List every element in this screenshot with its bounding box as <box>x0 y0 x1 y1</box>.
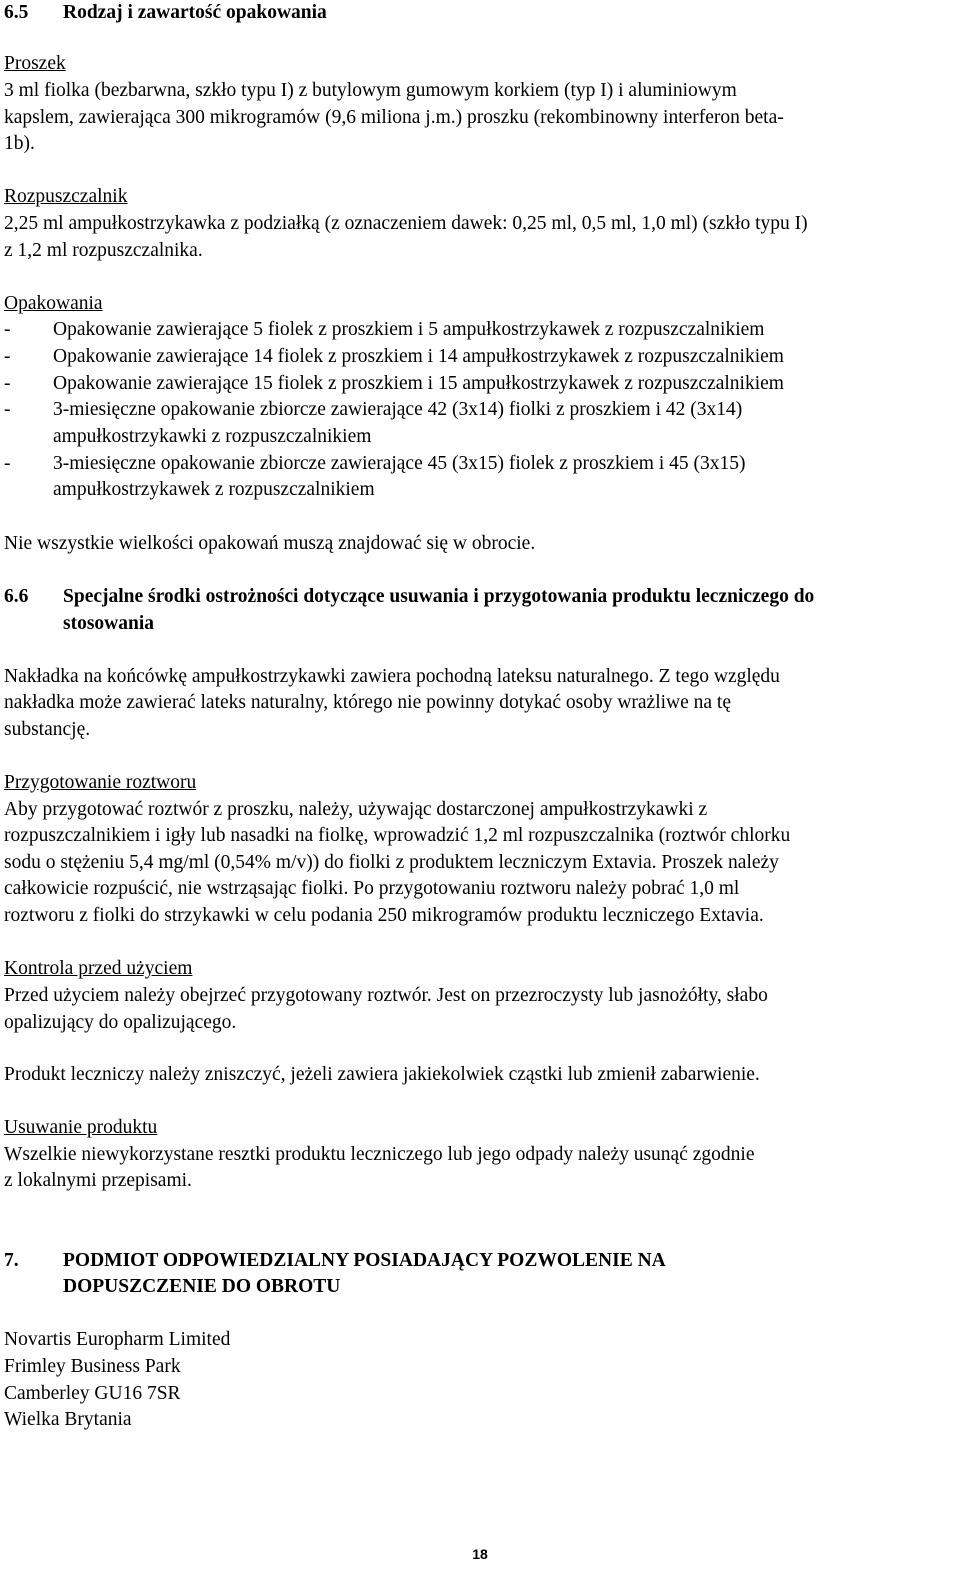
list-item-continuation: ampułkostrzykawek z rozpuszczalnikiem <box>53 479 375 500</box>
list-bullet: - <box>4 346 11 367</box>
page-number: 18 <box>472 1546 488 1562</box>
paragraph-line: 2,25 ml ampułkostrzykawka z podziałką (z oznaczeniem dawek: 0,25 ml, 0,5 ml, 1,0 ml) (szkło typu I) <box>4 213 808 234</box>
list-bullet: - <box>4 373 11 394</box>
paragraph-line: Wszelkie niewykorzystane resztki produktu leczniczego lub jego odpady należy usunąć zgodnie <box>4 1144 755 1165</box>
paragraph-line: substancję. <box>4 719 91 740</box>
paragraph-line: z 1,2 ml rozpuszczalnika. <box>4 240 203 261</box>
list-bullet: - <box>4 453 11 474</box>
paragraph-line: Nie wszystkie wielkości opakowań muszą znajdować się w obrocie. <box>4 533 536 554</box>
list-item: 3-miesięczne opakowanie zbiorcze zawierające 45 (3x15) fiolek z proszkiem i 45 (3x15) <box>53 453 746 474</box>
subheading-proszek: Proszek <box>4 53 66 74</box>
section-title: PODMIOT ODPOWIEDZIALNY POSIADAJĄCY POZWOLENIE NA <box>63 1250 666 1271</box>
paragraph-line: 1b). <box>4 133 35 154</box>
subheading-usuwanie: Usuwanie produktu <box>4 1117 158 1138</box>
address-line: Wielka Brytania <box>4 1409 132 1430</box>
subheading-opakowania: Opakowania <box>4 293 103 314</box>
paragraph-line: opalizujący do opalizującego. <box>4 1012 237 1033</box>
address-line: Frimley Business Park <box>4 1356 181 1377</box>
section-title: Rodzaj i zawartość opakowania <box>63 2 327 23</box>
paragraph-line: z lokalnymi przepisami. <box>4 1170 192 1191</box>
section-title: Specjalne środki ostrożności dotyczące usuwania i przygotowania produktu leczniczego do <box>63 586 815 607</box>
list-bullet: - <box>4 399 11 420</box>
list-item: Opakowanie zawierające 5 fiolek z proszkiem i 5 ampułkostrzykawek z rozpuszczalnikiem <box>53 319 765 340</box>
paragraph-line: Przed użyciem należy obejrzeć przygotowany roztwór. Jest on przezroczysty lub jasnożółty, słabo <box>4 985 768 1006</box>
paragraph-line: całkowicie rozpuścić, nie wstrząsając fiolki. Po przygotowaniu roztworu należy pobrać 1,0 ml <box>4 878 740 899</box>
address-line: Camberley GU16 7SR <box>4 1383 181 1404</box>
paragraph-line: kapslem, zawierająca 300 mikrogramów (9,6 miliona j.m.) proszku (rekombinowny interferon beta- <box>4 107 784 128</box>
list-item: Opakowanie zawierające 14 fiolek z proszkiem i 14 ampułkostrzykawek z rozpuszczalnikiem <box>53 346 784 367</box>
list-item: 3-miesięczne opakowanie zbiorcze zawierające 42 (3x14) fiolki z proszkiem i 42 (3x14) <box>53 399 743 420</box>
address-line: Novartis Europharm Limited <box>4 1329 231 1350</box>
subheading-przygotowanie: Przygotowanie roztworu <box>4 772 197 793</box>
section-number: 6.5 <box>4 2 29 23</box>
paragraph-line: Aby przygotować roztwór z proszku, należy, używając dostarczonej ampułkostrzykawki z <box>4 799 708 820</box>
list-bullet: - <box>4 319 11 340</box>
section-title: stosowania <box>63 613 155 634</box>
paragraph-line: Nakładka na końcówkę ampułkostrzykawki zawiera pochodną lateksu naturalnego. Z tego względu <box>4 666 780 687</box>
section-number: 7. <box>4 1250 19 1271</box>
paragraph-line: nakładka może zawierać lateks naturalny, którego nie powinny dotykać osoby wrażliwe na tę <box>4 692 732 713</box>
section-number: 6.6 <box>4 586 29 607</box>
section-title: DOPUSZCZENIE DO OBROTU <box>63 1276 341 1297</box>
subheading-rozpuszczalnik: Rozpuszczalnik <box>4 186 128 207</box>
list-item-continuation: ampułkostrzykawki z rozpuszczalnikiem <box>53 426 372 447</box>
paragraph-line: Produkt leczniczy należy zniszczyć, jeżeli zawiera jakiekolwiek cząstki lub zmienił zabarwienie. <box>4 1064 760 1085</box>
list-item: Opakowanie zawierające 15 fiolek z proszkiem i 15 ampułkostrzykawek z rozpuszczalnikiem <box>53 373 784 394</box>
paragraph-line: roztworu z fiolki do strzykawki w celu podania 250 mikrogramów produktu leczniczego Extavia. <box>4 905 764 926</box>
paragraph-line: 3 ml fiolka (bezbarwna, szkło typu I) z butylowym gumowym korkiem (typ I) i aluminiowym <box>4 80 737 101</box>
paragraph-line: sodu o stężeniu 5,4 mg/ml (0,54% m/v)) do fiolki z produktem leczniczym Extavia. Proszek należy <box>4 852 779 873</box>
subheading-kontrola: Kontrola przed użyciem <box>4 958 193 979</box>
paragraph-line: rozpuszczalnikiem i igły lub nasadki na fiolkę, wprowadzić 1,2 ml rozpuszczalnika (roztwór chlorku <box>4 825 791 846</box>
